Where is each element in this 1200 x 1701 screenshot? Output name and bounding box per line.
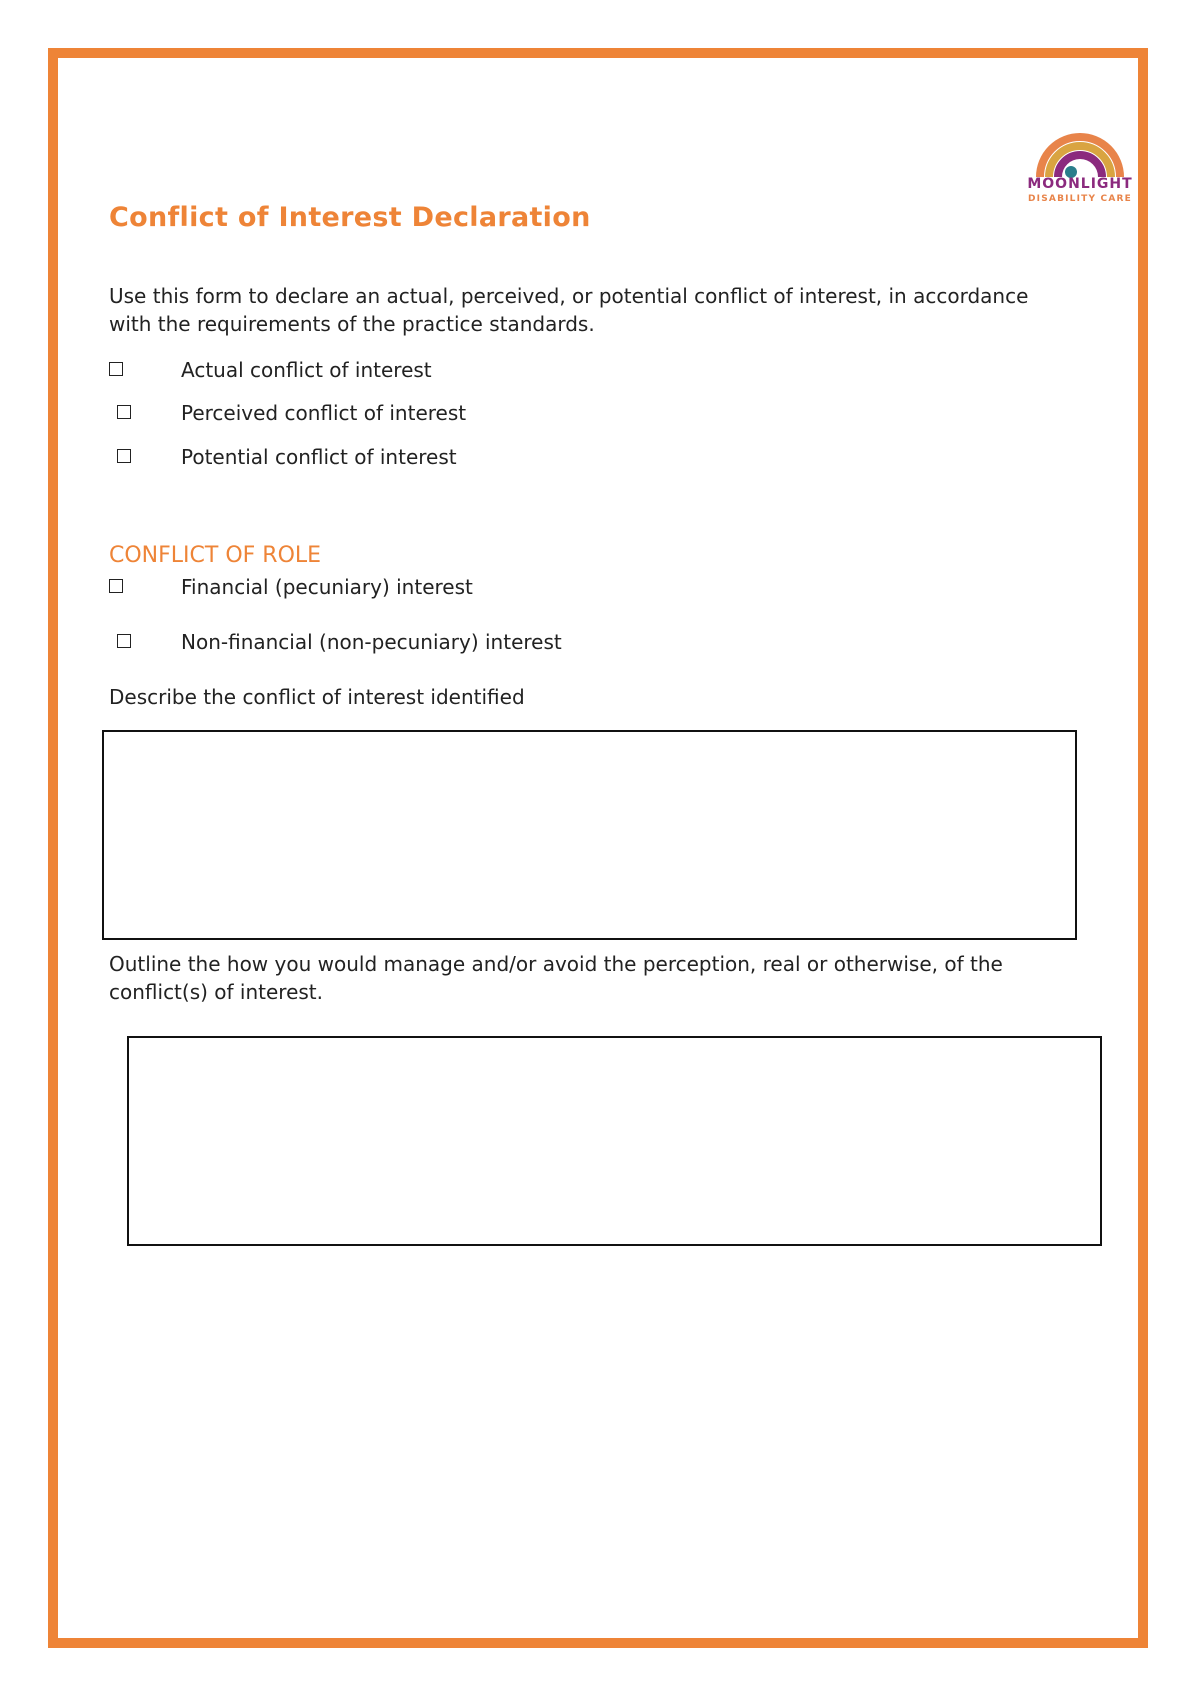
- checkbox-label: Perceived conflict of interest: [181, 401, 467, 425]
- intro-text: Use this form to declare an actual, perceived, or potential conflict of interest, in accordance with the requirements of the practice standards.: [109, 284, 1029, 336]
- checkbox-label: Potential conflict of interest: [181, 445, 457, 469]
- manage-conflict-field[interactable]: [127, 1036, 1102, 1246]
- checkbox-label: Non-financial (non-pecuniary) interest: [181, 630, 562, 654]
- section-heading-conflict-of-role: CONFLICT OF ROLE: [109, 543, 322, 568]
- rainbow-logo-icon: [1015, 132, 1145, 182]
- logo-wordmark: MOONLIGHT: [1027, 176, 1133, 192]
- page-title: Conflict of Interest Declaration: [109, 202, 591, 233]
- checkbox-icon[interactable]: [109, 579, 123, 593]
- manage-prompt: Outline the how you would manage and/or avoid the perception, real or otherwise, of the conflict(s) of interest.: [109, 952, 1003, 1004]
- checkbox-label: Actual conflict of interest: [181, 358, 432, 382]
- company-logo: [1015, 132, 1145, 242]
- logo-tagline: DISABILITY CARE: [1028, 194, 1132, 204]
- checkbox-icon[interactable]: [117, 634, 131, 648]
- checkbox-icon[interactable]: [117, 449, 131, 463]
- checkbox-icon[interactable]: [117, 405, 131, 419]
- checkbox-label: Financial (pecuniary) interest: [181, 575, 473, 599]
- describe-conflict-field[interactable]: [102, 730, 1077, 940]
- describe-prompt: Describe the conflict of interest identified: [109, 685, 525, 709]
- checkbox-icon[interactable]: [109, 362, 123, 376]
